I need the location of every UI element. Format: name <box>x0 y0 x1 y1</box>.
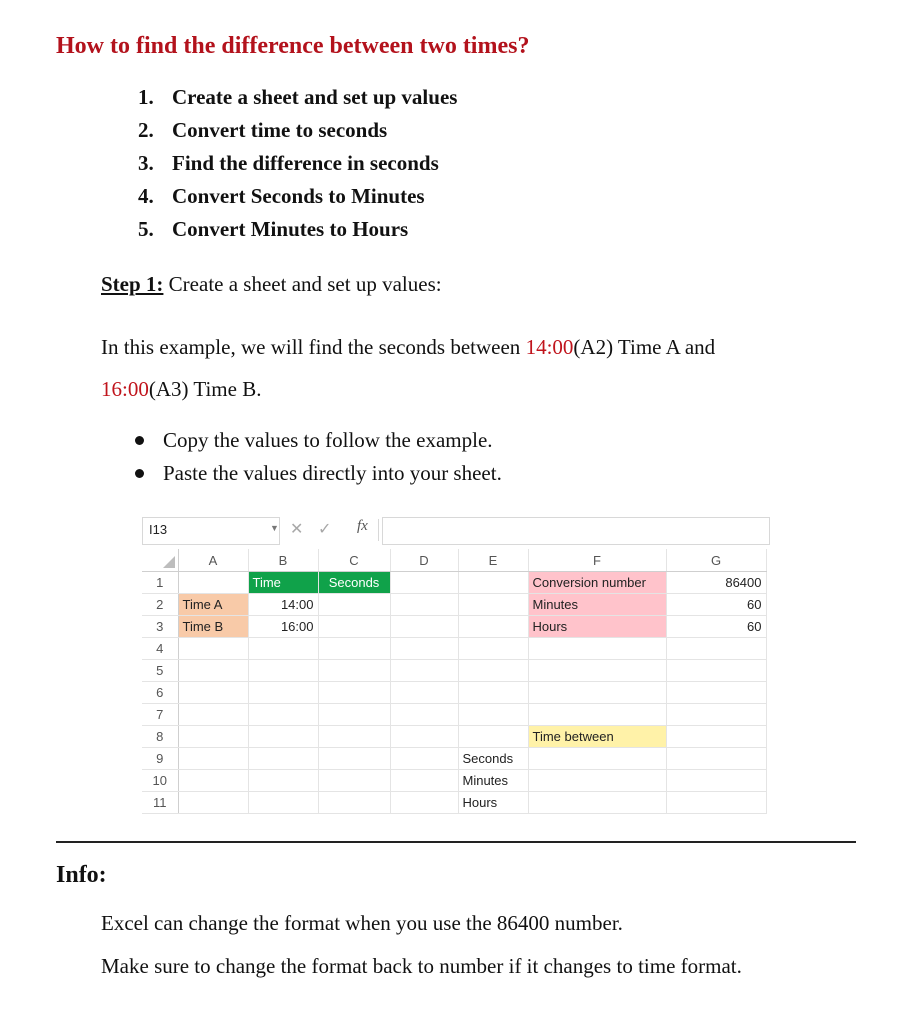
cell[interactable] <box>528 682 666 704</box>
cell[interactable] <box>458 572 528 594</box>
table-row <box>142 616 766 638</box>
table-row <box>142 748 766 770</box>
row-header[interactable]: 6 <box>142 682 178 704</box>
cell[interactable] <box>390 704 458 726</box>
cell[interactable] <box>178 770 248 792</box>
cell[interactable] <box>666 638 766 660</box>
cancel-icon[interactable]: ✕ <box>290 521 304 538</box>
cell[interactable] <box>390 660 458 682</box>
column-header[interactable]: G <box>666 549 766 572</box>
cell[interactable] <box>178 726 248 748</box>
cell[interactable]: 60 <box>666 594 766 616</box>
cell[interactable] <box>318 770 390 792</box>
time-a-value: 14:00 <box>525 335 574 359</box>
row-header[interactable]: 9 <box>142 748 178 770</box>
row-header[interactable]: 2 <box>142 594 178 616</box>
column-header-row <box>142 549 766 572</box>
cell[interactable] <box>390 638 458 660</box>
cell[interactable] <box>458 704 528 726</box>
cell[interactable] <box>178 792 248 814</box>
cell[interactable] <box>390 770 458 792</box>
row-header[interactable]: 7 <box>142 704 178 726</box>
cell[interactable] <box>528 638 666 660</box>
info-heading: Info: <box>56 862 107 888</box>
cell[interactable] <box>458 638 528 660</box>
cell[interactable] <box>528 748 666 770</box>
cell[interactable]: 60 <box>666 616 766 638</box>
row-header[interactable]: 1 <box>142 572 178 594</box>
confirm-check-icon[interactable]: ✓ <box>318 521 332 538</box>
row-header[interactable]: 3 <box>142 616 178 638</box>
row-header[interactable]: 11 <box>142 792 178 814</box>
step1-text: Create a sheet and set up values: <box>163 272 442 296</box>
cell[interactable] <box>390 748 458 770</box>
step-number: 4. <box>138 184 154 208</box>
step-number: 5. <box>138 217 154 241</box>
cell[interactable] <box>318 616 390 638</box>
step-item <box>138 149 457 182</box>
cell[interactable]: Hours <box>528 616 666 638</box>
info-line: Make sure to change the format back to number if it changes to time format. <box>101 954 742 978</box>
cell[interactable]: Minutes <box>458 770 528 792</box>
column-header[interactable]: E <box>458 549 528 572</box>
cell[interactable] <box>390 792 458 814</box>
cell[interactable]: Time A <box>178 594 248 616</box>
name-box-value: I13 <box>149 522 168 537</box>
row-header[interactable]: 5 <box>142 660 178 682</box>
cell[interactable]: 14:00 <box>248 594 318 616</box>
cell[interactable] <box>390 572 458 594</box>
cell[interactable] <box>666 704 766 726</box>
step-number: 3. <box>138 151 154 175</box>
cell[interactable]: Hours <box>458 792 528 814</box>
cell[interactable] <box>178 682 248 704</box>
cell[interactable] <box>248 660 318 682</box>
step-text: Convert time to seconds <box>172 118 388 142</box>
section-divider <box>56 841 856 843</box>
cell[interactable]: Time between <box>528 726 666 748</box>
spreadsheet-screenshot <box>142 513 768 815</box>
bullet-list <box>163 425 502 491</box>
column-header[interactable]: D <box>390 549 458 572</box>
cell[interactable] <box>178 638 248 660</box>
cell[interactable] <box>390 726 458 748</box>
cell[interactable] <box>248 704 318 726</box>
cell[interactable] <box>666 748 766 770</box>
cell[interactable] <box>458 726 528 748</box>
cell[interactable] <box>458 616 528 638</box>
cell[interactable]: 16:00 <box>248 616 318 638</box>
table-row <box>142 660 766 682</box>
step-item <box>138 116 457 149</box>
cell[interactable] <box>248 770 318 792</box>
column-header[interactable]: A <box>178 549 248 572</box>
formula-input[interactable] <box>382 517 770 545</box>
step1-heading <box>101 272 442 297</box>
cell[interactable] <box>178 572 248 594</box>
example-text: (A3) Time B. <box>148 377 262 401</box>
cell[interactable] <box>318 638 390 660</box>
cell[interactable]: Minutes <box>528 594 666 616</box>
step-text: Convert Minutes to Hours <box>172 217 409 241</box>
column-header[interactable]: F <box>528 549 666 572</box>
cell[interactable] <box>248 638 318 660</box>
steps-list <box>138 83 457 248</box>
name-box[interactable] <box>142 517 280 545</box>
cell-grid <box>142 549 767 814</box>
step-item <box>138 215 457 248</box>
table-row <box>142 594 766 616</box>
cell[interactable] <box>248 792 318 814</box>
cell[interactable] <box>318 726 390 748</box>
example-paragraph <box>101 326 861 410</box>
formula-bar <box>142 513 768 547</box>
example-text: In this example, we will find the seconds between <box>101 335 526 359</box>
cell[interactable] <box>528 704 666 726</box>
example-text: (A2) Time A and <box>573 335 716 359</box>
cell[interactable] <box>666 682 766 704</box>
cell[interactable] <box>248 748 318 770</box>
step-number: 2. <box>138 118 154 142</box>
cell[interactable] <box>458 594 528 616</box>
select-all-corner[interactable] <box>142 549 178 572</box>
page-title: How to find the difference between two times? <box>56 33 530 59</box>
function-icon[interactable]: fx <box>357 518 368 534</box>
bullet-item: Copy the values to follow the example. <box>163 425 502 458</box>
step-text: Create a sheet and set up values <box>172 85 458 109</box>
step-text: Convert Seconds to Minutes <box>172 184 425 208</box>
table-row <box>142 572 766 594</box>
row-header[interactable]: 4 <box>142 638 178 660</box>
step1-label: Step 1: <box>101 272 164 296</box>
cell[interactable] <box>666 660 766 682</box>
info-line: Excel can change the format when you use the 86400 number. <box>101 911 623 935</box>
bullet-item: Paste the values directly into your sheet. <box>163 458 502 491</box>
cell[interactable] <box>666 726 766 748</box>
cell[interactable] <box>528 770 666 792</box>
table-row <box>142 704 766 726</box>
chevron-down-icon[interactable]: ▼ <box>270 523 279 533</box>
cell[interactable] <box>318 704 390 726</box>
table-row <box>142 770 766 792</box>
select-all-icon <box>163 556 175 568</box>
cell[interactable] <box>318 748 390 770</box>
step-number: 1. <box>138 85 154 109</box>
step-item <box>138 182 457 215</box>
row-header[interactable]: 10 <box>142 770 178 792</box>
cell[interactable] <box>178 704 248 726</box>
cell[interactable] <box>248 726 318 748</box>
cell[interactable] <box>390 682 458 704</box>
cell[interactable] <box>318 594 390 616</box>
row-header[interactable]: 8 <box>142 726 178 748</box>
column-header[interactable]: B <box>248 549 318 572</box>
cell[interactable] <box>390 616 458 638</box>
step-text: Find the difference in seconds <box>172 151 439 175</box>
cell[interactable]: Seconds <box>318 572 390 594</box>
cell[interactable]: 86400 <box>666 572 766 594</box>
cell[interactable] <box>318 792 390 814</box>
cell[interactable] <box>528 792 666 814</box>
cell[interactable] <box>666 770 766 792</box>
cell[interactable]: Time <box>248 572 318 594</box>
cell[interactable] <box>178 660 248 682</box>
table-row <box>142 792 766 814</box>
cell[interactable] <box>318 682 390 704</box>
step-item <box>138 83 457 116</box>
time-b-value: 16:00 <box>101 377 149 401</box>
cell[interactable] <box>248 682 318 704</box>
divider <box>378 519 379 541</box>
cell[interactable] <box>528 660 666 682</box>
cell[interactable] <box>390 594 458 616</box>
table-row <box>142 638 766 660</box>
cell[interactable] <box>666 792 766 814</box>
cell[interactable]: Conversion number <box>528 572 666 594</box>
cell[interactable] <box>178 748 248 770</box>
cell[interactable] <box>458 682 528 704</box>
table-row <box>142 726 766 748</box>
cell[interactable]: Time B <box>178 616 248 638</box>
table-row <box>142 682 766 704</box>
cell[interactable] <box>458 660 528 682</box>
cell[interactable] <box>318 660 390 682</box>
cell[interactable]: Seconds <box>458 748 528 770</box>
column-header[interactable]: C <box>318 549 390 572</box>
